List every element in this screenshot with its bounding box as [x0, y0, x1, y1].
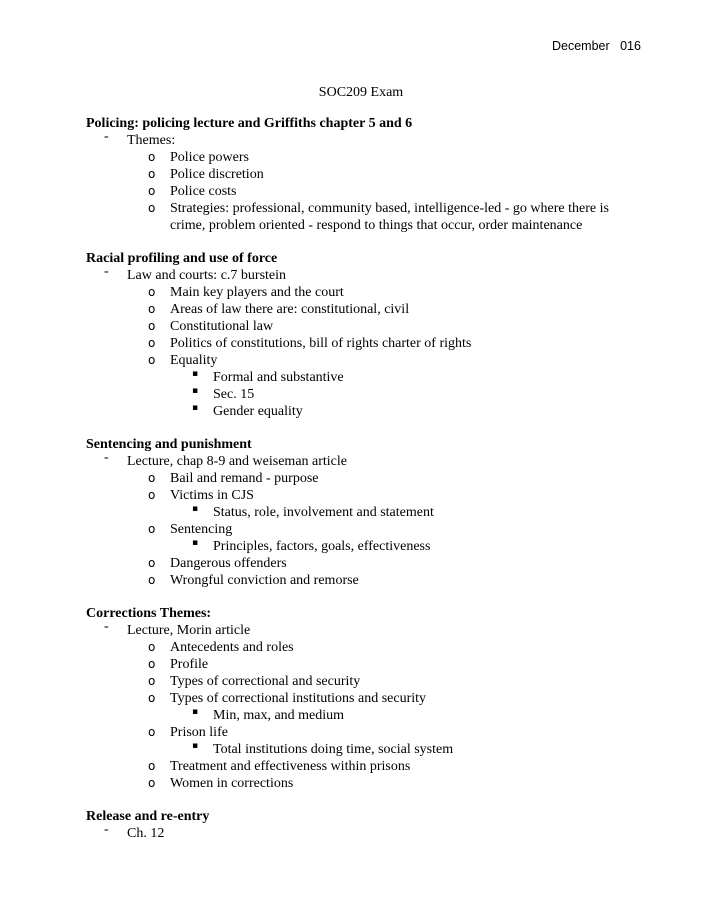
bullet-marker: o: [148, 674, 156, 688]
bullet-marker: o: [148, 573, 156, 587]
bullet-marker: o: [148, 640, 156, 654]
item-text: Profile: [170, 657, 209, 672]
bullet-marker: -: [104, 450, 109, 465]
outline-section: [86, 436, 646, 589]
section-heading: Corrections Themes:: [86, 606, 212, 621]
bullet-marker: o: [148, 776, 156, 790]
bullet-marker: ▪: [192, 369, 199, 379]
bullet-marker: ▪: [192, 707, 199, 717]
item-text: Equality: [170, 353, 218, 368]
item-text: Gender equality: [213, 404, 303, 419]
item-text: Strategies: professional, community based, intelligence-led - go where there is crime, problem oriented - respond to things that occur, order maintenance: [170, 201, 609, 233]
section-heading: Sentencing and punishment: [86, 437, 252, 452]
subtopic-item: [86, 724, 646, 741]
subtopic-item: [86, 301, 646, 318]
subtopic-item: [86, 775, 646, 792]
bullet-marker: ▪: [192, 741, 199, 751]
subtopic-item: [86, 690, 646, 707]
bullet-marker: ▪: [192, 403, 199, 413]
subtopic-item: [86, 555, 646, 572]
topic-item: [86, 264, 646, 284]
detail-item: [86, 369, 646, 386]
bullet-marker: ▪: [192, 386, 199, 396]
item-text: Lecture, Morin article: [127, 623, 251, 638]
topic-item: [86, 619, 646, 639]
subtopic-item: [86, 149, 646, 166]
item-text: Dangerous offenders: [170, 556, 287, 571]
item-text: Formal and substantive: [213, 370, 344, 385]
bullet-marker: o: [148, 522, 156, 536]
bullet-marker: o: [148, 556, 156, 570]
bullet-marker: -: [104, 619, 109, 634]
bullet-marker: o: [148, 657, 156, 671]
item-text: Antecedents and roles: [170, 640, 294, 655]
bullet-marker: -: [104, 129, 109, 144]
subtopic-item: [86, 318, 646, 335]
subtopic-item: [86, 521, 646, 538]
item-text: Law and courts: c.7 burstein: [127, 268, 287, 283]
outline-section: [86, 808, 646, 842]
bullet-marker: o: [148, 488, 156, 502]
item-text: Victims in CJS: [170, 488, 254, 503]
bullet-marker: o: [148, 353, 156, 367]
detail-item: [86, 386, 646, 403]
section-heading: Racial profiling and use of force: [86, 251, 278, 266]
bullet-marker: ▪: [192, 538, 199, 548]
bullet-marker: ▪: [192, 504, 199, 514]
bullet-marker: o: [148, 319, 156, 333]
item-text: Sec. 15: [213, 387, 255, 402]
item-text: Police discretion: [170, 167, 264, 182]
item-text: Ch. 12: [127, 826, 165, 841]
item-text: Status, role, involvement and statement: [213, 505, 434, 520]
subtopic-item: [86, 200, 646, 234]
detail-item: [86, 741, 646, 758]
item-text: Types of correctional and security: [170, 674, 361, 689]
item-text: Min, max, and medium: [213, 708, 345, 723]
subtopic-item: [86, 352, 646, 369]
item-text: Constitutional law: [170, 319, 274, 334]
detail-item: [86, 504, 646, 521]
subtopic-item: [86, 656, 646, 673]
item-text: Police powers: [170, 150, 249, 165]
topic-item: [86, 822, 646, 842]
subtopic-item: [86, 639, 646, 656]
outline-section: [86, 115, 646, 234]
bullet-marker: o: [148, 336, 156, 350]
subtopic-item: [86, 166, 646, 183]
topic-item: [86, 129, 646, 149]
subtopic-item: [86, 470, 646, 487]
item-text: Sentencing: [170, 522, 233, 537]
item-text: Principles, factors, goals, effectiveness: [213, 539, 431, 554]
item-text: Women in corrections: [170, 776, 294, 791]
detail-item: [86, 403, 646, 420]
item-text: Politics of constitutions, bill of rights charter of rights: [170, 336, 472, 351]
bullet-marker: -: [104, 264, 109, 279]
bullet-marker: o: [148, 725, 156, 739]
item-text: Types of correctional institutions and security: [170, 691, 427, 706]
subtopic-item: [86, 183, 646, 200]
bullet-marker: o: [148, 471, 156, 485]
bullet-marker: o: [148, 150, 156, 164]
topic-item: [86, 450, 646, 470]
outline-section: [86, 250, 646, 420]
item-text: Areas of law there are: constitutional, civil: [170, 302, 410, 317]
bullet-marker: o: [148, 285, 156, 299]
section-heading: Release and re-entry: [86, 809, 210, 824]
subtopic-item: [86, 572, 646, 589]
detail-item: [86, 538, 646, 555]
bullet-marker: -: [104, 822, 109, 837]
item-text: Prison life: [170, 725, 228, 740]
subtopic-item: [86, 335, 646, 352]
item-text: Main key players and the court: [170, 285, 344, 300]
document-body: [86, 115, 646, 842]
bullet-marker: o: [148, 184, 156, 198]
subtopic-item: [86, 487, 646, 504]
document-title: SOC209 Exam: [318, 85, 404, 100]
bullet-marker: o: [148, 691, 156, 705]
item-text: Bail and remand - purpose: [170, 471, 319, 486]
bullet-marker: o: [148, 167, 156, 181]
bullet-marker: o: [148, 759, 156, 773]
section-heading: Policing: policing lecture and Griffiths chapter 5 and 6: [86, 116, 413, 131]
item-text: Total institutions doing time, social system: [213, 742, 454, 757]
detail-item: [86, 707, 646, 724]
subtopic-item: [86, 758, 646, 775]
item-text: Lecture, chap 8-9 and weiseman article: [127, 454, 348, 469]
subtopic-item: [86, 284, 646, 301]
bullet-marker: o: [148, 201, 156, 215]
item-text: Themes:: [127, 133, 176, 148]
subtopic-item: [86, 673, 646, 690]
bullet-marker: o: [148, 302, 156, 316]
item-text: Wrongful conviction and remorse: [170, 573, 359, 588]
outline-section: [86, 605, 646, 792]
page-header-date: December 016: [552, 39, 641, 53]
item-text: Treatment and effectiveness within prisons: [170, 759, 411, 774]
item-text: Police costs: [170, 184, 237, 199]
